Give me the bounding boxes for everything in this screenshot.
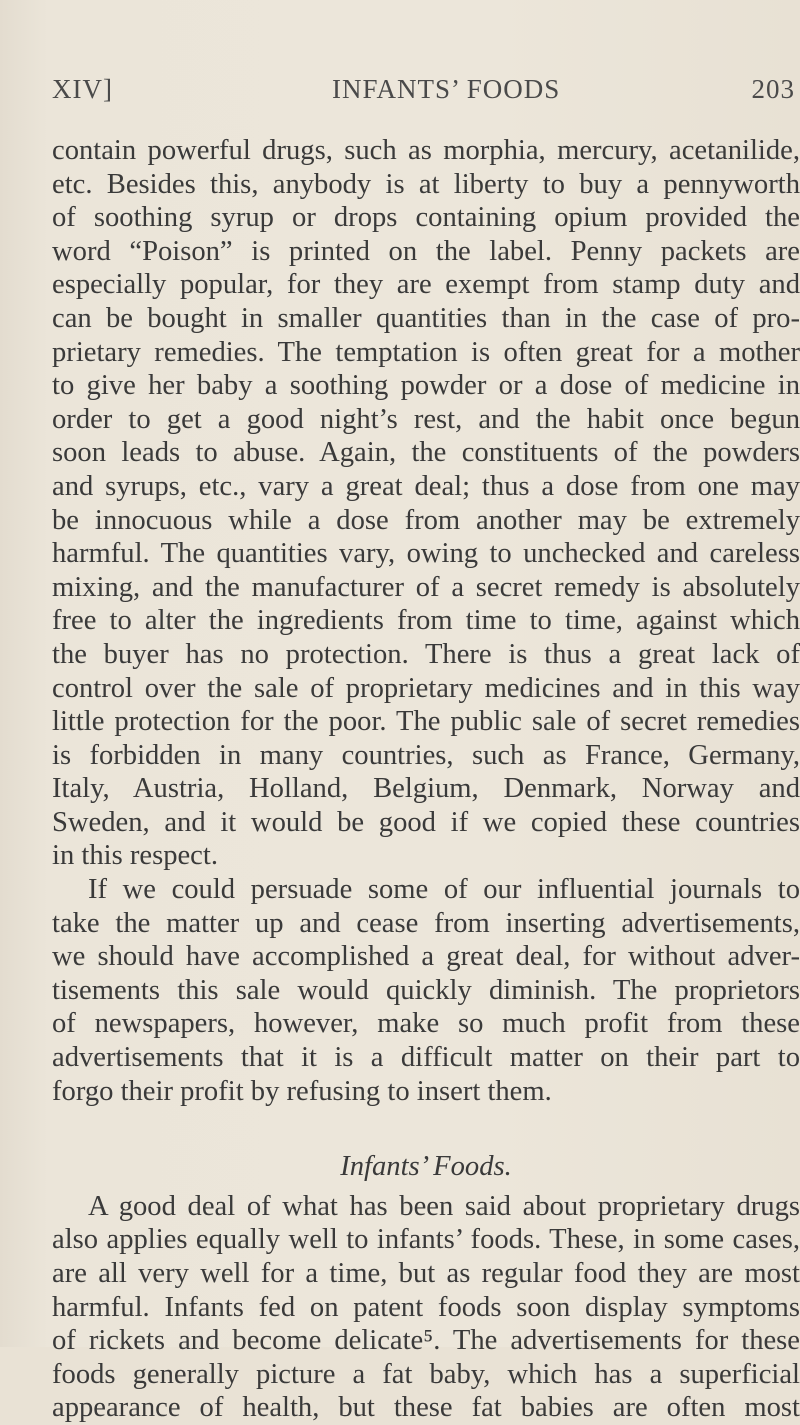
text-line: of soothing syrup or drops containing opium provided the <box>52 202 800 234</box>
text-line: advertisements that it is a difficult matter on their part to <box>52 1042 800 1074</box>
section-heading: Infants’ Foods. <box>340 1151 512 1183</box>
text-line: A good deal of what has been said about proprietary drugs <box>88 1190 800 1222</box>
text-line: prietary remedies. The temptation is often great for a mother <box>52 336 800 368</box>
text-line: control over the sale of proprietary medicines and in this way <box>52 672 800 704</box>
text-line: the buyer has no protection. There is thus a great lack of <box>52 638 800 670</box>
text-line: is forbidden in many countries, such as France, Germany, <box>52 739 800 771</box>
text-line: of newspapers, however, make so much profit from these <box>52 1008 800 1040</box>
text-line: harmful. The quantities vary, owing to unchecked and careless <box>52 538 800 570</box>
text-line: soon leads to abuse. Again, the constituents of the powders <box>52 437 800 469</box>
text-line: can be bought in smaller quantities than in the case of pro- <box>52 302 800 334</box>
text-line: etc. Besides this, anybody is at liberty to buy a pennyworth <box>52 168 800 200</box>
text-line: If we could persuade some of our influential journals to <box>88 874 800 906</box>
text-line: Italy, Austria, Holland, Belgium, Denmark, Norway and <box>52 773 800 805</box>
paragraph-infants-foods <box>52 1190 800 1425</box>
text-line: contain powerful drugs, such as morphia, mercury, acetanilide, <box>52 135 800 166</box>
text-line: to give her baby a soothing powder or a dose of medicine in <box>52 370 800 402</box>
text-line: little protection for the poor. The public sale of secret remedies <box>52 706 800 738</box>
text-line: mixing, and the manufacturer of a secret remedy is absolutely <box>52 571 800 603</box>
text-line: especially popular, for they are exempt from stamp duty and <box>52 269 800 301</box>
text-line: in this respect. <box>52 840 218 872</box>
text-line: take the matter up and cease from inserting advertisements, <box>52 907 800 939</box>
text-line: tisements this sale would quickly diminish. The proprietors <box>52 974 800 1006</box>
page-number: 203 <box>751 74 795 104</box>
paragraph-continued <box>52 134 800 873</box>
body-text <box>52 134 800 1425</box>
running-header <box>52 74 800 114</box>
text-line: are all very well for a time, but as regular food they are most <box>52 1258 800 1289</box>
running-title: INFANTS’ FOODS <box>332 74 561 104</box>
text-line: Sweden, and it would be good if we copied these countries <box>52 806 800 838</box>
text-line: forgo their profit by refusing to insert them. <box>52 1075 552 1107</box>
text-line: be innocuous while a dose from another may be extremely <box>52 504 800 536</box>
text-line: free to alter the ingredients from time to time, against which <box>52 605 800 637</box>
text-line: also applies equally well to infants’ foods. These, in some cases, <box>52 1224 800 1256</box>
text-line: order to get a good night’s rest, and the habit once begun <box>52 403 800 435</box>
text-line: harmful. Infants fed on patent foods soon display symptoms <box>52 1291 800 1323</box>
text-line: we should have accomplished a great deal, for without adver- <box>52 941 800 973</box>
chapter-number: XIV] <box>52 74 113 104</box>
text-line: appearance of health, but these fat babies are often most <box>52 1392 800 1424</box>
text-line: and syrups, etc., vary a great deal; thus a dose from one may <box>52 470 800 502</box>
text-line: of rickets and become delicate⁵. The advertisements for these <box>52 1325 800 1357</box>
paragraph-advertisements <box>52 873 800 1108</box>
text-line: word “Poison” is printed on the label. Penny packets are <box>52 235 800 267</box>
text-line: foods generally picture a fat baby, which has a superficial <box>52 1358 800 1390</box>
